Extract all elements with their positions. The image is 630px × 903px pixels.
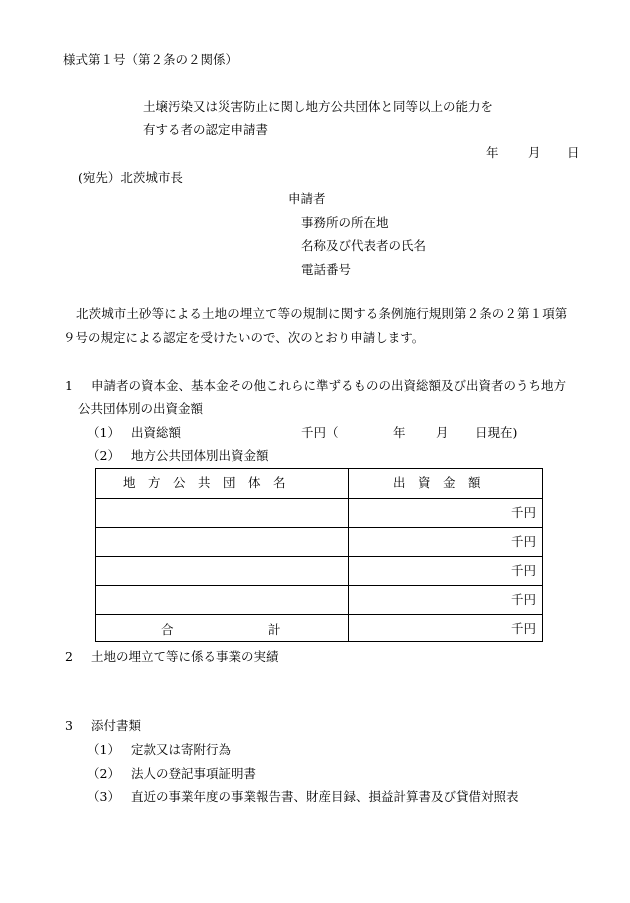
applicant-phone: 電話番号 xyxy=(301,262,352,277)
header-municipality: 地 方 公 共 団 体 名 xyxy=(123,475,286,490)
attachment-2-number: （2） xyxy=(87,766,120,781)
total-label-right: 計 xyxy=(268,622,281,637)
applicant-heading: 申請者 xyxy=(288,191,326,206)
table-row xyxy=(96,556,542,585)
section3-title: 添付書類 xyxy=(91,718,142,733)
attachment-1-text: 定款又は寄附行為 xyxy=(131,742,232,757)
title-line-1: 土壌汚染又は災害防止に関し地方公共団体と同等以上の能力を xyxy=(143,99,494,114)
table-row xyxy=(96,585,542,614)
form-id: 様式第１号（第２条の２関係） xyxy=(63,52,239,67)
item1-date-suffix: 日現在) xyxy=(475,425,518,440)
body-line-1: 北茨城市土砂等による土地の埋立て等の規制に関する条例施行規則第２条の２第１項第 xyxy=(76,306,568,321)
item1-month: 月 xyxy=(436,425,449,440)
applicant-name: 名称及び代表者の氏名 xyxy=(301,238,427,253)
amount-unit: 千円 xyxy=(510,505,536,520)
table-row xyxy=(96,498,542,527)
item1-label: 出資総額 xyxy=(131,425,182,440)
item1-number: （1） xyxy=(87,425,120,440)
table-header-row xyxy=(96,469,542,498)
item2-label: 地方公共団体別出資金額 xyxy=(131,448,269,463)
header-amount: 出 資 金 額 xyxy=(393,475,481,490)
item1-year: 年 xyxy=(393,425,406,440)
date-day: 日 xyxy=(567,145,580,160)
date-month: 月 xyxy=(528,145,541,160)
column-divider xyxy=(348,469,349,641)
section1-number: 1 xyxy=(65,378,73,393)
item2-number: （2） xyxy=(87,448,120,463)
addressee: (宛先）北茨城市長 xyxy=(78,170,183,185)
amount-unit: 千円 xyxy=(510,592,536,607)
table-total-row xyxy=(96,614,542,643)
section1-title-line-1: 申請者の資本金、基本金その他これらに準ずるものの出資総額及び出資者のうち地方 xyxy=(91,378,567,393)
attachment-3-text: 直近の事業年度の事業報告書、財産目録、損益計算書及び貸借対照表 xyxy=(131,789,519,804)
amount-unit: 千円 xyxy=(510,534,536,549)
investment-table xyxy=(95,468,543,642)
total-label-left: 合 xyxy=(161,622,174,637)
total-unit: 千円 xyxy=(510,621,536,636)
date-year: 年 xyxy=(486,145,499,160)
section1-title-line-2: 公共団体別の出資金額 xyxy=(78,401,204,416)
attachment-2-text: 法人の登記事項証明書 xyxy=(131,766,257,781)
title-line-2: 有する者の認定申請書 xyxy=(143,122,269,137)
attachment-1-number: （1） xyxy=(87,742,120,757)
applicant-address: 事務所の所在地 xyxy=(301,215,389,230)
attachment-3-number: （3） xyxy=(87,789,120,804)
section2-title: 土地の埋立て等に係る事業の実績 xyxy=(91,649,279,664)
section3-number: 3 xyxy=(65,718,73,733)
item1-unit: 千円（ xyxy=(301,425,339,440)
amount-unit: 千円 xyxy=(510,563,536,578)
section2-number: 2 xyxy=(65,649,73,664)
table-row xyxy=(96,527,542,556)
body-line-2: ９号の規定による認定を受けたいので、次のとおり申請します。 xyxy=(63,330,425,345)
